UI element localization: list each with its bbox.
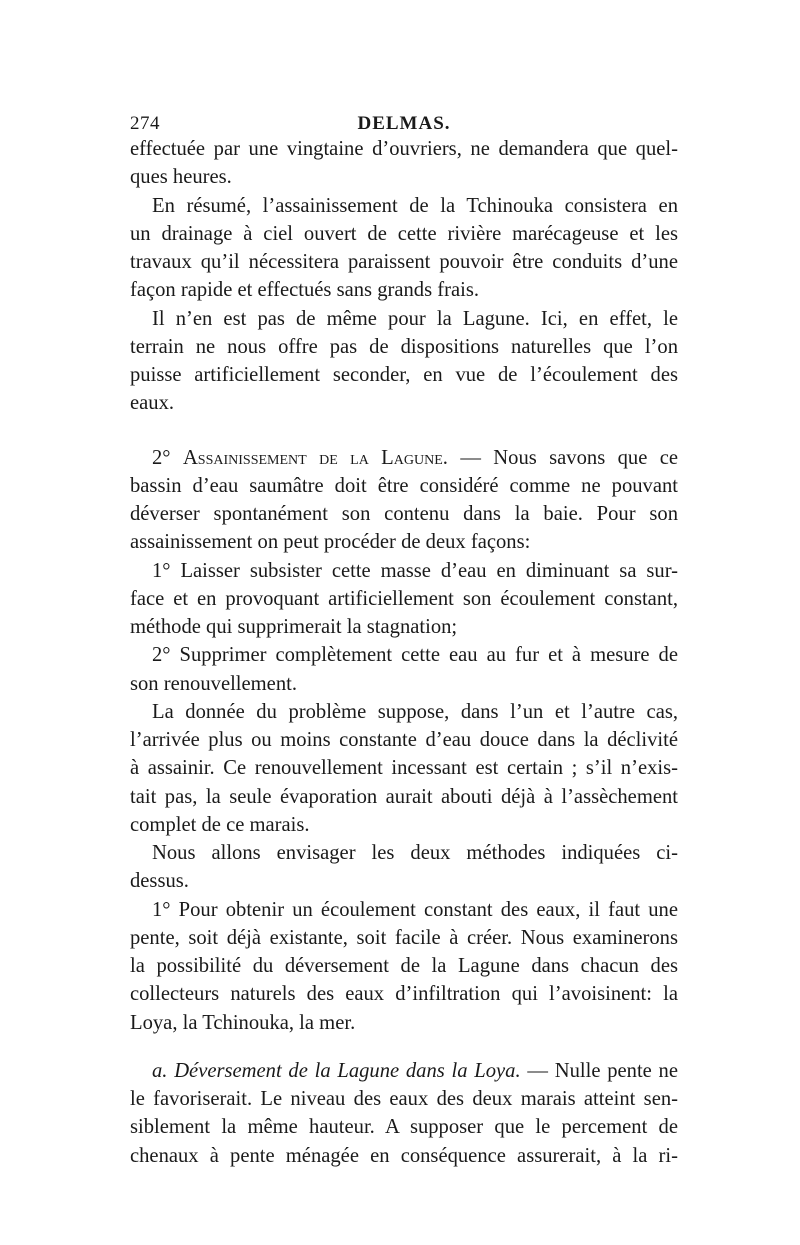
section-heading: Assainissement de la Lagune. <box>182 446 448 469</box>
text-line: effectuée par une vingtaine d’ouvriers, ne demandera que quel- <box>130 138 678 160</box>
section-heading-line <box>130 444 678 472</box>
text-line: eaux. <box>130 392 175 415</box>
text-line: méthode qui supprimerait la stagnation; <box>130 616 458 638</box>
text-line: l’arrivée plus ou moins constante d’eau douce dans la déclivité <box>130 729 678 751</box>
section-deversement-loya <box>130 1057 678 1170</box>
text-line: le favoriserait. Le niveau des eaux des deux marais atteint sen- <box>130 1088 678 1110</box>
text-line: complet de ce marais. <box>130 813 310 836</box>
text-line: un drainage à ciel ouvert de cette rivière marécageuse et les <box>130 222 678 245</box>
book-page <box>130 105 678 1170</box>
text-line: 1° Pour obtenir un écoulement constant des eaux, il faut une <box>152 898 678 921</box>
text-line: bassin d’eau saumâtre doit être considéré comme ne pouvant <box>130 474 678 497</box>
page-number: 274 <box>130 113 160 134</box>
text-line: dessus. <box>130 870 189 893</box>
paragraph-resume <box>130 192 678 305</box>
running-head <box>130 105 678 135</box>
text-line: siblement la même hauteur. A supposer que le percement de <box>130 1116 678 1139</box>
section-spacer <box>130 1037 678 1057</box>
text-line: terrain ne nous offre pas de dispositions naturelles que l’on <box>130 335 678 358</box>
section-number: 2° <box>152 446 171 469</box>
text-line: à assainir. Ce renouvellement incessant est certain ; s’il n’exis- <box>130 757 678 780</box>
text-line: puisse artificiellement seconder, en vue de l’écoulement des <box>130 364 678 386</box>
text-line: son renouvellement. <box>130 672 297 695</box>
text-line: En résumé, l’assainissement de la Tchinouka consistera en <box>152 194 678 217</box>
subsection-heading: a. Déversement de la Lagune dans la Loya. <box>152 1059 521 1082</box>
text-line: face et en provoquant artificiellement son écoulement constant, <box>130 587 678 610</box>
section-heading-line <box>130 1057 678 1085</box>
text-line: assainissement on peut procéder de deux façons: <box>130 531 531 554</box>
text-line: déverser spontanément son contenu dans la baie. Pour son <box>130 503 678 525</box>
text-line: travaux qu’il nécessitera paraissent pouvoir être conduits d’une <box>130 251 678 273</box>
section-spacer <box>130 418 678 444</box>
running-title: DELMAS. <box>357 113 451 134</box>
text-line: 2° Supprimer complètement cette eau au fur et à mesure de <box>152 644 678 667</box>
text-line: chenaux à pente ménagée en conséquence assurerait, à la ri- <box>130 1144 678 1167</box>
text-line: 1° Laisser subsister cette masse d’eau en diminuant sa sur- <box>152 559 678 582</box>
paragraph-lagune <box>130 305 678 418</box>
text-line: La donnée du problème suppose, dans l’un et l’autre cas, <box>152 700 678 723</box>
text-line: la possibilité du déversement de la Lagune dans chacun des <box>130 955 678 977</box>
section-assainissement-lagune <box>130 444 678 1037</box>
text-line: Nous allons envisager les deux méthodes indiquées ci- <box>152 842 678 864</box>
text-line: Loya, la Tchinouka, la mer. <box>130 1011 356 1034</box>
text-line: Il n’en est pas de même pour la Lagune. Ici, en effet, le <box>152 307 678 330</box>
text-fragment: — Nous savons que ce <box>460 446 678 469</box>
text-line: tait pas, la seule évaporation aurait abouti déjà à l’assèchement <box>130 785 678 808</box>
text-line: façon rapide et effectués sans grands frais. <box>130 279 479 302</box>
text-line: collecteurs naturels des eaux d’infiltration qui l’avoisinent: la <box>130 983 678 1006</box>
text-line: ques heures. <box>130 166 232 189</box>
text-fragment: — Nulle pente ne <box>527 1059 678 1082</box>
text-line: pente, soit déjà existante, soit facile à créer. Nous examinerons <box>130 926 678 949</box>
paragraph-intro <box>130 135 678 192</box>
